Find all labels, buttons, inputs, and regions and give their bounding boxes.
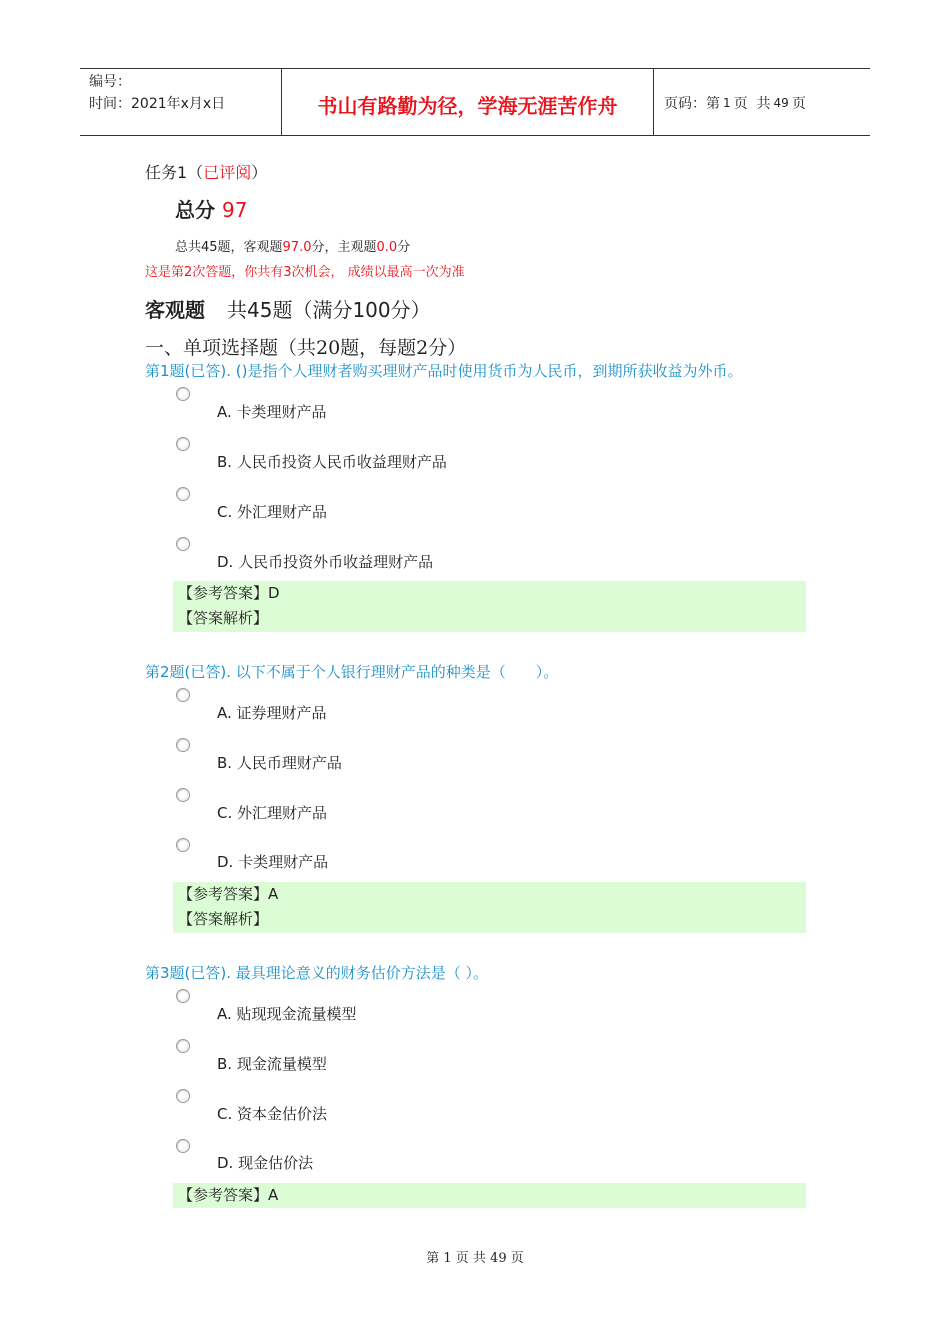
radio-option-d[interactable]: [176, 838, 190, 852]
total-score: [175, 194, 247, 223]
page-suffix: 页: [791, 96, 806, 112]
radio-option-a[interactable]: [176, 688, 190, 702]
radio-option-b[interactable]: [176, 437, 190, 451]
radio-option-a[interactable]: [176, 989, 190, 1003]
radio-option-b[interactable]: [176, 1039, 190, 1053]
objective-info: 共45题（满分100分）: [227, 298, 431, 322]
option-label: D. 现金估价法: [217, 1154, 314, 1172]
option-label: D. 人民币投资外币收益理财产品: [217, 553, 434, 571]
option-label: C. 资本金估价法: [217, 1105, 328, 1123]
radio-option-b[interactable]: [176, 738, 190, 752]
radio-option-c[interactable]: [176, 788, 190, 802]
option-label: D. 卡类理财产品: [217, 853, 329, 871]
option-label: B. 现金流量模型: [217, 1055, 327, 1073]
score-summary: 总共45题，客观题97.0分，主观题0.0分: [175, 240, 411, 255]
objective-label: 客观题: [145, 298, 205, 322]
time-label: 时间：2021年x月x日: [89, 96, 226, 112]
total-score-value: 97: [221, 198, 248, 222]
reference-answer: 【参考答案】A: [178, 885, 279, 903]
answer-box: [173, 882, 806, 933]
question-title: 第3题(已答). 最具理论意义的财务估价方法是（ ）。: [145, 964, 489, 982]
option-label: B. 人民币理财产品: [217, 754, 342, 772]
page-prefix: 页码：第: [664, 96, 720, 112]
task-title: 任务1（已评阅）: [145, 163, 268, 182]
radio-option-c[interactable]: [176, 1089, 190, 1103]
total-score-label: 总分: [175, 198, 215, 222]
answer-box: [173, 581, 806, 632]
page-total: 49: [773, 96, 789, 110]
header-page-info: [654, 69, 870, 135]
subjective-score: 0.0: [376, 240, 398, 255]
objective-score: 97.0: [282, 240, 312, 255]
question-title: 第2题(已答). 以下不属于个人银行理财产品的种类是（ ）。: [145, 663, 559, 681]
header-motto: 书山有路勤为径，学海无涯苦作舟: [282, 69, 654, 135]
answer-analysis: 【答案解析】: [178, 910, 269, 928]
option-label: A. 证券理财产品: [217, 704, 327, 722]
option-label: A. 贴现现金流量模型: [217, 1005, 357, 1023]
reference-answer: 【参考答案】A: [178, 1186, 279, 1204]
radio-option-d[interactable]: [176, 1139, 190, 1153]
objective-heading: [145, 294, 431, 323]
option-label: A. 卡类理财产品: [217, 403, 327, 421]
question-title: 第1题(已答). ()是指个人理财者购买理财产品时使用货币为人民币，到期所获收益为外币。: [145, 362, 743, 380]
page-mid: 页 共: [733, 96, 771, 112]
number-label: 编号：: [89, 74, 131, 90]
document-header: [80, 68, 870, 136]
page-number: 1: [723, 96, 731, 110]
radio-option-d[interactable]: [176, 537, 190, 551]
option-label: C. 外汇理财产品: [217, 503, 328, 521]
option-label: C. 外汇理财产品: [217, 804, 328, 822]
option-label: B. 人民币投资人民币收益理财产品: [217, 453, 447, 471]
page-footer: 第 1 页 共 49 页: [426, 1251, 524, 1266]
section-title: 一、单项选择题（共20题，每题2分）: [145, 337, 467, 359]
attempt-notice: 这是第2次答题，你共有3次机会， 成绩以最高一次为准: [145, 265, 465, 280]
radio-option-c[interactable]: [176, 487, 190, 501]
header-meta-cell: [80, 69, 282, 135]
reference-answer: 【参考答案】D: [178, 584, 280, 602]
task-status: 已评阅: [203, 163, 252, 182]
radio-option-a[interactable]: [176, 387, 190, 401]
answer-analysis: 【答案解析】: [178, 609, 269, 627]
answer-box: [173, 1183, 806, 1208]
